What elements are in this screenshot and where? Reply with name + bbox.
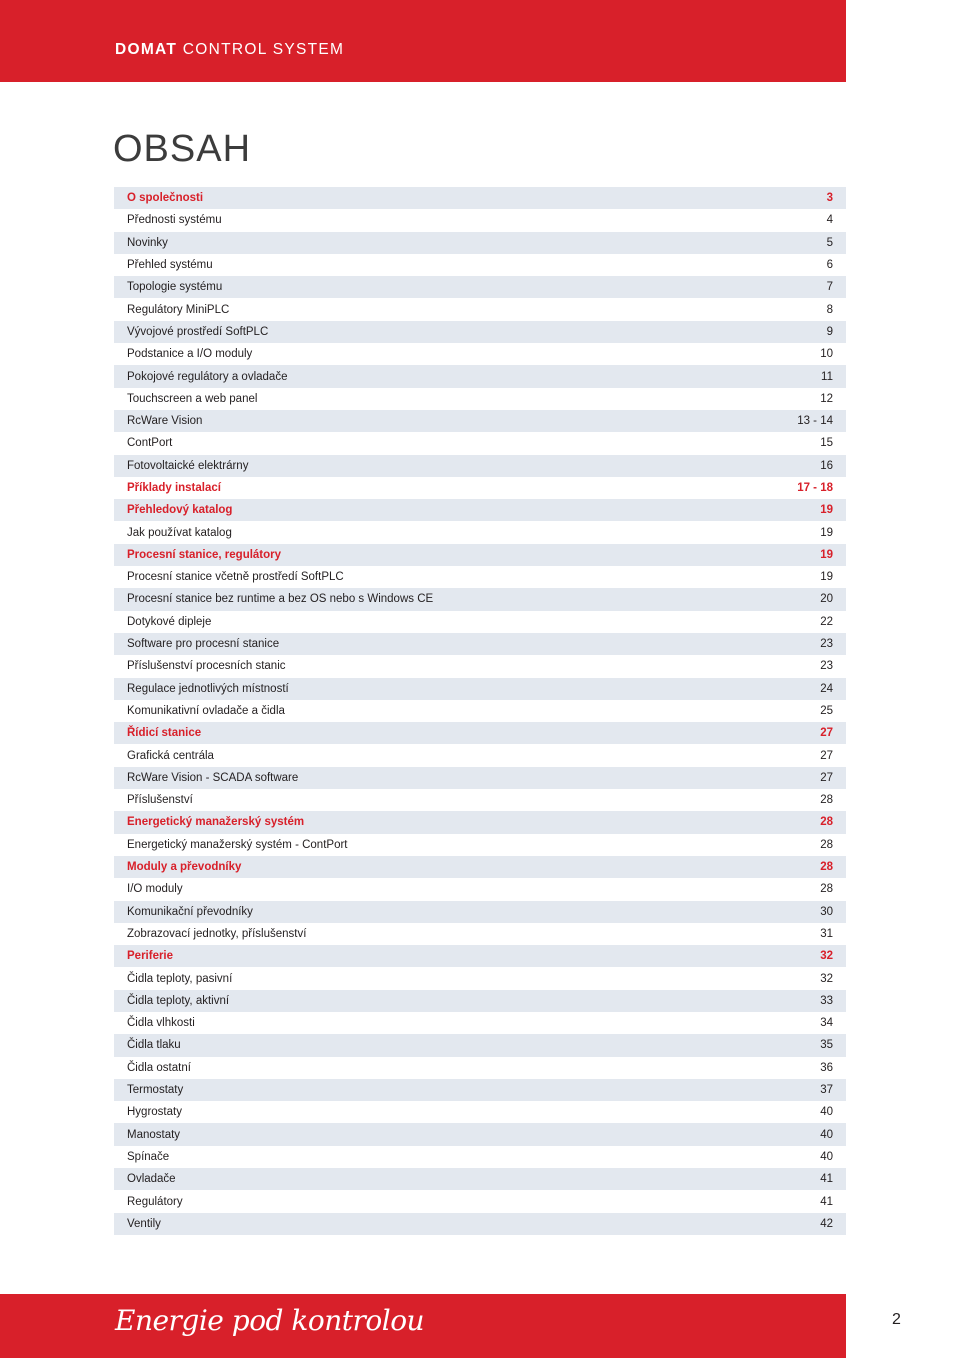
toc-entry-page: 23	[820, 660, 833, 673]
toc-entry-label: Energetický manažerský systém	[127, 816, 305, 829]
toc-row[interactable]	[114, 388, 846, 410]
toc-entry-label: Příslušenství	[127, 794, 193, 807]
toc-row[interactable]	[114, 566, 846, 588]
toc-row[interactable]	[114, 298, 846, 320]
toc-row[interactable]	[114, 1101, 846, 1123]
toc-entry-page: 28	[820, 861, 833, 874]
toc-row[interactable]	[114, 967, 846, 989]
toc-entry-page: 16	[820, 459, 833, 472]
toc-entry-label: Čidla ostatní	[127, 1061, 191, 1074]
toc-entry-label: Ventily	[127, 1217, 161, 1230]
table-of-contents	[114, 187, 846, 1235]
toc-row[interactable]	[114, 1057, 846, 1079]
toc-section-row[interactable]	[114, 187, 846, 209]
toc-entry-page: 34	[820, 1017, 833, 1030]
toc-entry-page: 10	[820, 348, 833, 361]
header-title	[115, 41, 344, 59]
toc-row[interactable]	[114, 410, 846, 432]
toc-entry-label: Vývojové prostředí SoftPLC	[127, 325, 269, 338]
toc-entry-page: 27	[820, 771, 833, 784]
toc-row[interactable]	[114, 432, 846, 454]
toc-entry-page: 17 - 18	[797, 482, 833, 494]
toc-entry-page: 42	[820, 1217, 833, 1230]
toc-entry-label: Příklady instalací	[127, 482, 221, 494]
toc-entry-label: Pokojové regulátory a ovladače	[127, 370, 288, 383]
toc-entry-page: 28	[820, 794, 833, 807]
toc-entry-label: Novinky	[127, 236, 168, 249]
toc-entry-label: Přehledový katalog	[127, 504, 233, 517]
toc-entry-page: 19	[820, 526, 833, 539]
toc-entry-label: Software pro procesní stanice	[127, 638, 280, 651]
toc-row[interactable]	[114, 343, 846, 365]
toc-entry-label: Grafická centrála	[127, 749, 214, 762]
toc-entry-page: 31	[820, 927, 833, 940]
toc-row[interactable]	[114, 588, 846, 610]
toc-entry-label: Čidla tlaku	[127, 1039, 181, 1052]
toc-row[interactable]	[114, 521, 846, 543]
toc-entry-page: 40	[820, 1106, 833, 1119]
toc-row[interactable]	[114, 365, 846, 387]
page-number: 2	[892, 1311, 901, 1328]
toc-entry-label: Regulace jednotlivých místností	[127, 682, 289, 695]
toc-section-row[interactable]	[114, 811, 846, 833]
toc-entry-page: 33	[820, 994, 833, 1007]
toc-section-row[interactable]	[114, 856, 846, 878]
toc-row[interactable]	[114, 1034, 846, 1056]
header-brand: DOMAT	[115, 41, 178, 58]
toc-row[interactable]	[114, 254, 846, 276]
toc-entry-page: 28	[820, 816, 833, 829]
toc-row[interactable]	[114, 1146, 846, 1168]
toc-entry-page: 8	[826, 303, 833, 316]
toc-row[interactable]	[114, 1123, 846, 1145]
toc-entry-page: 24	[820, 682, 833, 695]
toc-entry-label: Procesní stanice bez runtime a bez OS nebo s Windows CE	[127, 593, 434, 606]
toc-entry-page: 37	[820, 1084, 833, 1097]
toc-section-row[interactable]	[114, 477, 846, 499]
header-subtitle: CONTROL SYSTEM	[182, 41, 345, 58]
footer-slogan: Energie pod kontrolou	[115, 1304, 425, 1337]
toc-entry-label: Hygrostaty	[127, 1106, 182, 1119]
toc-row[interactable]	[114, 1012, 846, 1034]
toc-entry-page: 30	[820, 905, 833, 918]
toc-entry-page: 4	[826, 214, 833, 227]
toc-entry-page: 27	[820, 749, 833, 762]
toc-row[interactable]	[114, 700, 846, 722]
toc-entry-label: O společnosti	[127, 192, 204, 205]
toc-entry-page: 40	[820, 1128, 833, 1141]
toc-entry-page: 9	[826, 325, 833, 338]
toc-section-row[interactable]	[114, 544, 846, 566]
toc-row[interactable]	[114, 633, 846, 655]
toc-entry-page: 32	[820, 972, 833, 985]
toc-entry-page: 12	[820, 392, 833, 405]
toc-entry-page: 19	[820, 504, 833, 517]
toc-entry-label: Regulátory MiniPLC	[127, 303, 230, 316]
toc-row[interactable]	[114, 1079, 846, 1101]
toc-entry-page: 7	[826, 281, 833, 294]
toc-entry-page: 36	[820, 1061, 833, 1074]
toc-section-row[interactable]	[114, 499, 846, 521]
toc-entry-label: Čidla teploty, pasivní	[127, 972, 233, 985]
toc-row[interactable]	[114, 455, 846, 477]
toc-row[interactable]	[114, 744, 846, 766]
toc-entry-page: 41	[820, 1173, 833, 1186]
toc-entry-label: RcWare Vision	[127, 415, 203, 428]
toc-entry-label: Spínače	[127, 1150, 170, 1163]
toc-row[interactable]	[114, 878, 846, 900]
toc-row[interactable]	[114, 1190, 846, 1212]
toc-entry-label: Ovladače	[127, 1173, 176, 1186]
page-title: OBSAH	[113, 128, 252, 170]
toc-entry-page: 3	[826, 192, 833, 205]
toc-entry-page: 15	[820, 437, 833, 450]
toc-row[interactable]	[114, 1168, 846, 1190]
toc-entry-label: Zobrazovací jednotky, příslušenství	[127, 927, 307, 940]
toc-entry-label: Podstanice a I/O moduly	[127, 348, 253, 361]
toc-entry-label: Dotykové dipleje	[127, 615, 212, 628]
toc-entry-label: ContPort	[127, 437, 173, 450]
toc-entry-page: 32	[820, 950, 833, 963]
toc-entry-label: RcWare Vision - SCADA software	[127, 771, 299, 784]
toc-row[interactable]	[114, 678, 846, 700]
toc-entry-page: 40	[820, 1150, 833, 1163]
toc-row[interactable]	[114, 1213, 846, 1235]
toc-section-row[interactable]	[114, 945, 846, 967]
toc-entry-page: 35	[820, 1039, 833, 1052]
toc-entry-page: 41	[820, 1195, 833, 1208]
toc-entry-page: 28	[820, 838, 833, 851]
toc-entry-label: Procesní stanice včetně prostředí SoftPLC	[127, 571, 344, 584]
toc-entry-label: Komunikační převodníky	[127, 905, 253, 918]
toc-entry-label: Komunikativní ovladače a čidla	[127, 704, 285, 717]
toc-entry-label: Periferie	[127, 950, 174, 963]
toc-row[interactable]	[114, 923, 846, 945]
toc-row[interactable]	[114, 209, 846, 231]
toc-entry-label: Přehled systému	[127, 259, 213, 272]
toc-entry-label: Moduly a převodníky	[127, 861, 242, 874]
toc-entry-label: Fotovoltaické elektrárny	[127, 459, 249, 472]
toc-entry-label: Termostaty	[127, 1084, 184, 1097]
toc-entry-page: 28	[820, 883, 833, 896]
toc-row[interactable]	[114, 611, 846, 633]
toc-row[interactable]	[114, 834, 846, 856]
toc-entry-label: Energetický manažerský systém - ContPort	[127, 838, 348, 851]
toc-entry-page: 13 - 14	[797, 415, 833, 428]
toc-entry-page: 27	[820, 727, 833, 740]
toc-row[interactable]	[114, 655, 846, 677]
toc-section-row[interactable]	[114, 722, 846, 744]
toc-entry-page: 5	[826, 236, 833, 249]
toc-row[interactable]	[114, 232, 846, 254]
toc-row[interactable]	[114, 321, 846, 343]
toc-entry-page: 19	[820, 548, 833, 561]
toc-row[interactable]	[114, 901, 846, 923]
toc-entry-label: Řídicí stanice	[127, 727, 202, 740]
toc-row[interactable]	[114, 990, 846, 1012]
toc-entry-page: 25	[820, 704, 833, 717]
toc-entry-page: 23	[820, 638, 833, 651]
toc-entry-label: I/O moduly	[127, 883, 183, 896]
toc-entry-page: 22	[820, 615, 833, 628]
toc-entry-label: Regulátory	[127, 1195, 183, 1208]
toc-entry-page: 11	[821, 370, 833, 383]
toc-entry-page: 6	[826, 259, 833, 272]
toc-entry-label: Manostaty	[127, 1128, 181, 1141]
toc-entry-page: 20	[820, 593, 833, 606]
toc-entry-label: Čidla teploty, aktivní	[127, 994, 230, 1007]
toc-entry-label: Příslušenství procesních stanic	[127, 660, 286, 673]
toc-entry-page: 19	[820, 571, 833, 584]
toc-row[interactable]	[114, 767, 846, 789]
toc-entry-label: Topologie systému	[127, 281, 223, 294]
toc-row[interactable]	[114, 276, 846, 298]
toc-entry-label: Čidla vlhkosti	[127, 1017, 195, 1030]
toc-entry-label: Procesní stanice, regulátory	[127, 548, 282, 561]
toc-entry-label: Touchscreen a web panel	[127, 392, 258, 405]
toc-entry-label: Jak používat katalog	[127, 526, 232, 539]
toc-entry-label: Přednosti systému	[127, 214, 222, 227]
toc-row[interactable]	[114, 789, 846, 811]
